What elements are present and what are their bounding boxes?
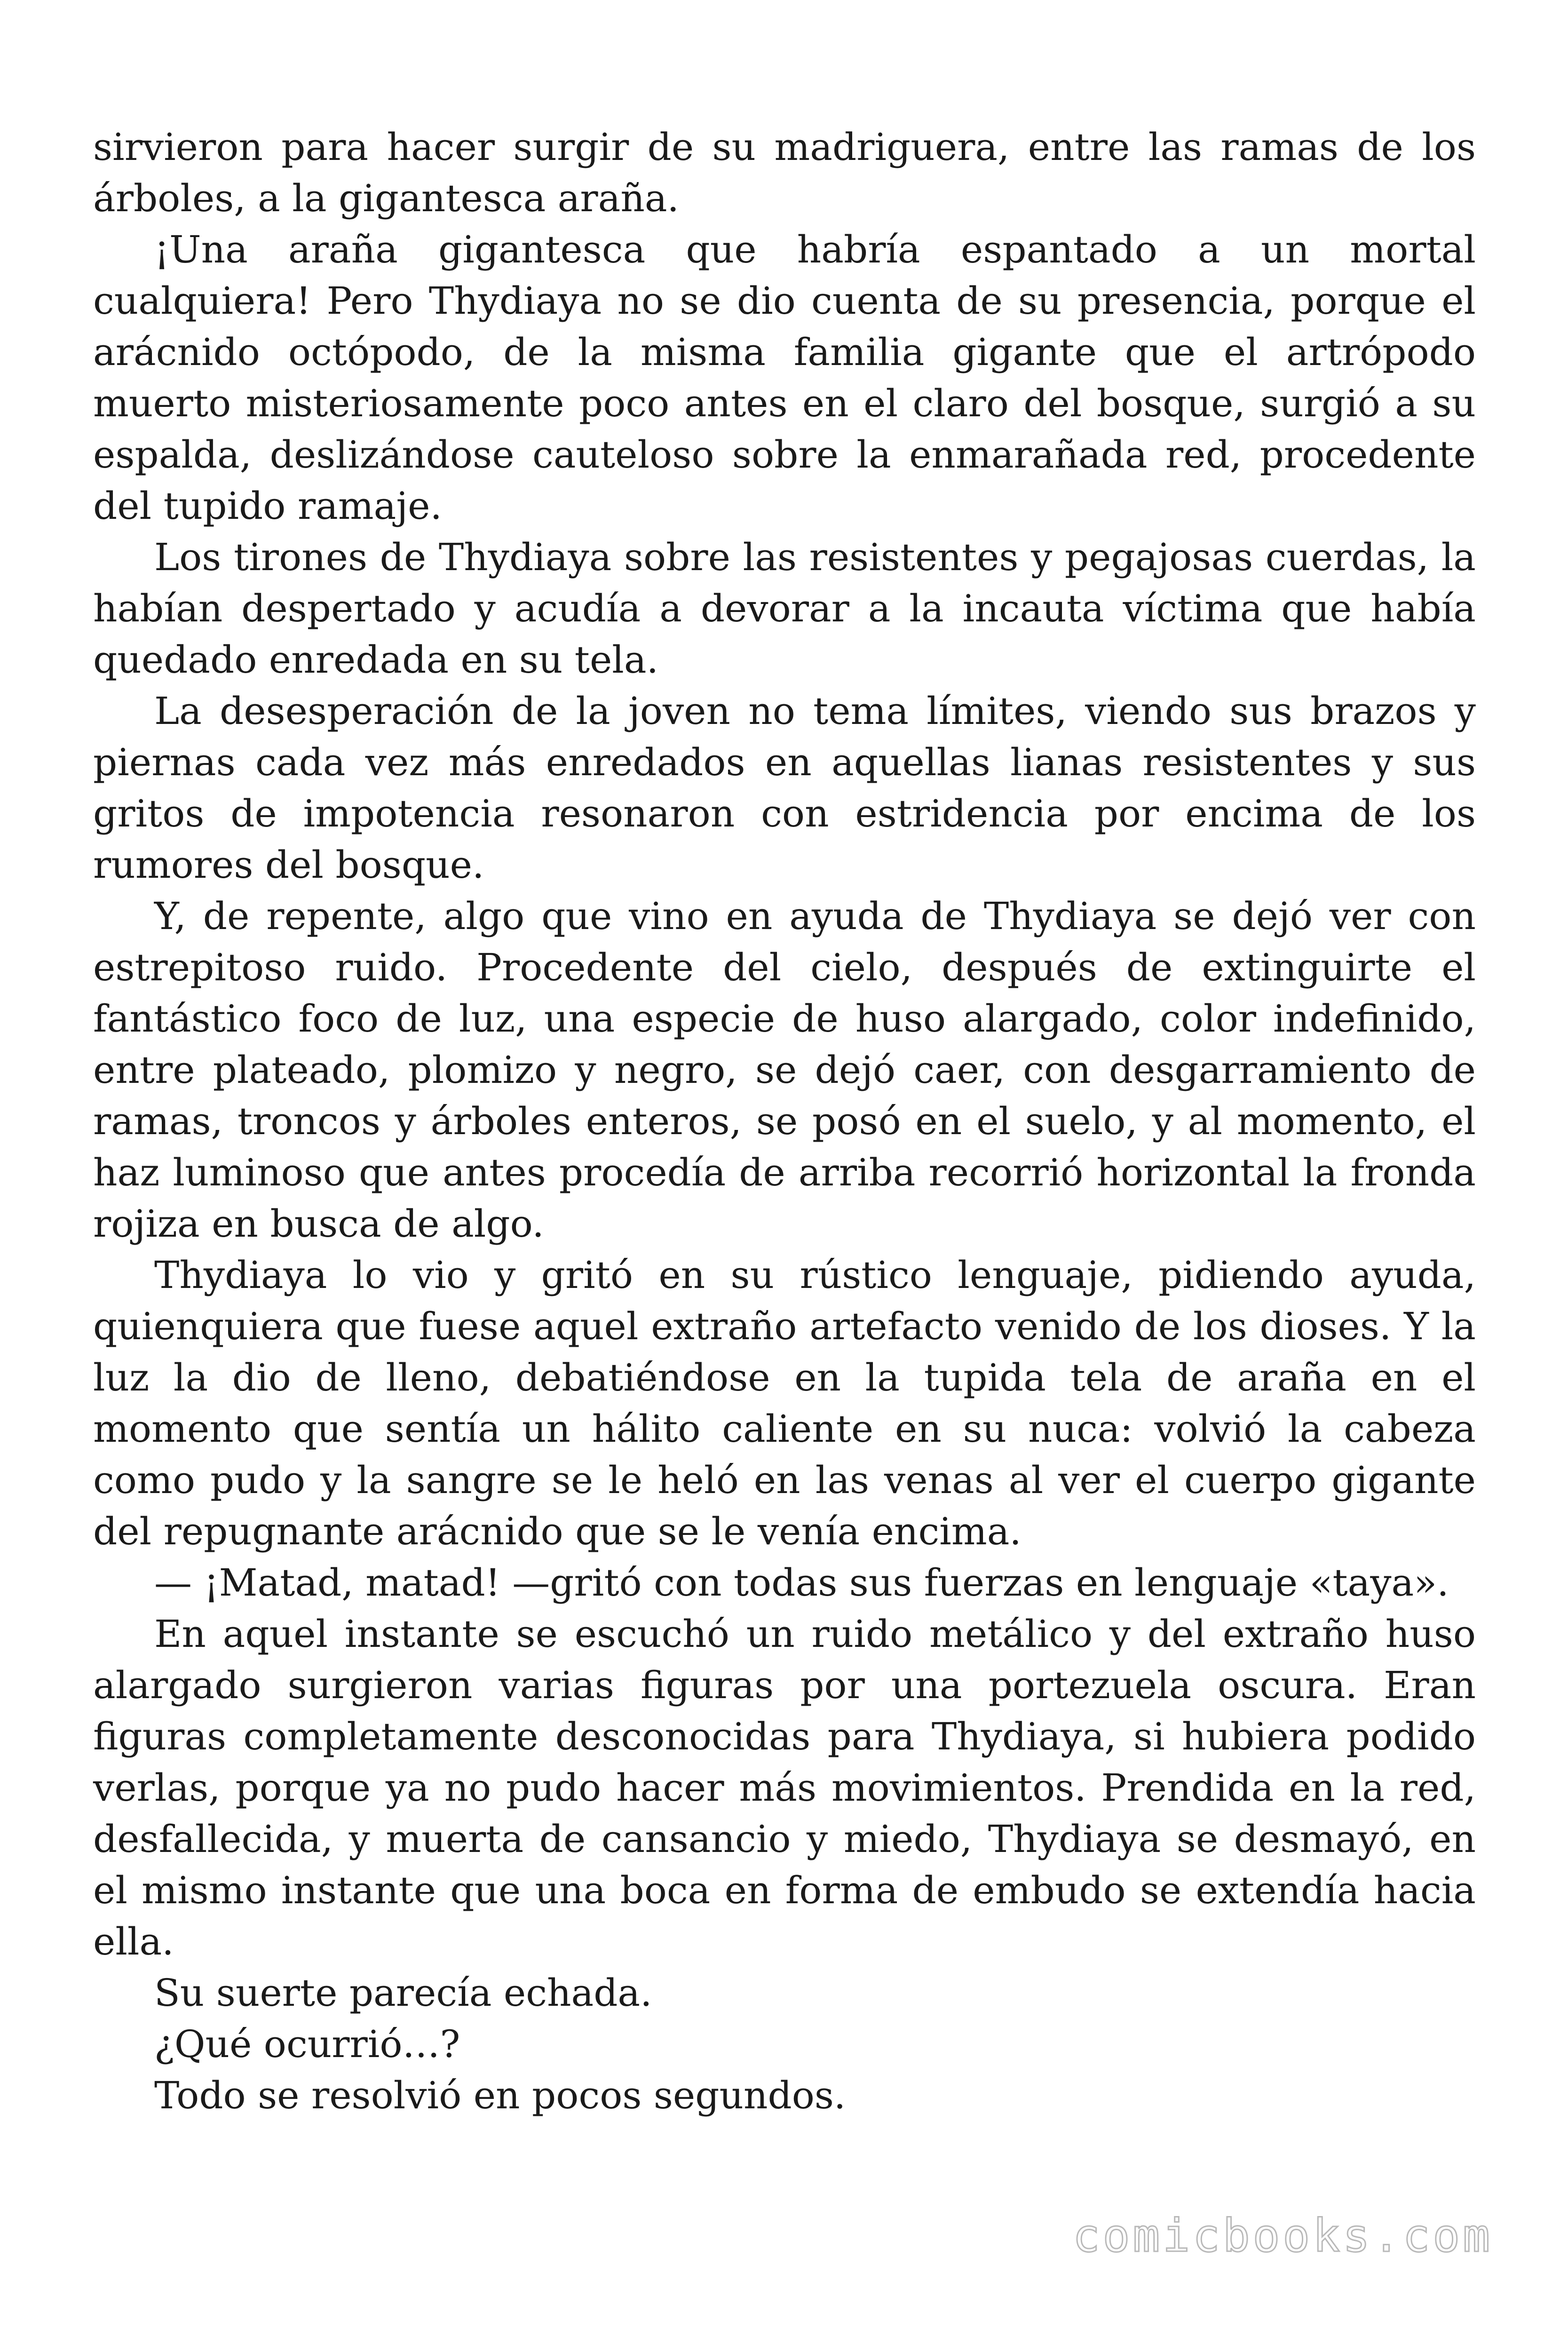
paragraph-continuation: sirvieron para hacer surgir de su madriguera, entre las ramas de los árboles, a la gigantesca araña.	[93, 125, 1476, 220]
paragraph: Su suerte parecía echada.	[154, 1971, 652, 2015]
paragraph: Los tirones de Thydiaya sobre las resistentes y pegajosas cuerdas, la habían despertado y acudía a devorar a la incauta víctima que había quedado enredada en su tela.	[93, 535, 1476, 682]
watermark-logo: comicbooks.com	[1072, 2209, 1493, 2262]
paragraph: Todo se resolvió en pocos segundos.	[154, 2074, 846, 2117]
paragraph: ¡Una araña gigantesca que habría espantado a un mortal cualquiera! Pero Thydiaya no se dio cuenta de su presencia, porque el arácnido octópodo, de la misma familia gigante que el artrópodo muerto misteriosamente poco antes en el claro del bosque, surgió a su espalda, deslizándose cauteloso sobre la enmarañada red, procedente del tupido ramaje.	[93, 228, 1476, 528]
paragraph: Y, de repente, algo que vino en ayuda de Thydiaya se dejó ver con estrepitoso ruido. Procedente del cielo, después de extinguirte el fantástico foco de luz, una especie de huso alargado, color indefinido, entre plateado, plomizo y negro, se dejó caer, con desgarramiento de ramas, troncos y árboles enteros, se posó en el suelo, y al momento, el haz luminoso que antes procedía de arriba recorrió horizontal la fronda rojiza en busca de algo.	[93, 894, 1476, 1246]
paragraph: En aquel instante se escuchó un ruido metálico y del extraño huso alargado surgieron varias figuras por una portezuela oscura. Eran figuras completamente desconocidas para Thydiaya, si hubiera podido verlas, porque ya no pudo hacer más movimientos. Prendida en la red, desfallecida, y muerta de cansancio y miedo, Thydiaya se desmayó, en el mismo instante que una boca en forma de embudo se extendía hacia ella.	[93, 1612, 1476, 1963]
book-page-text	[93, 121, 1476, 2121]
paragraph: ¿Qué ocurrió…?	[154, 2022, 460, 2066]
paragraph: Thydiaya lo vio y gritó en su rústico lenguaje, pidiendo ayuda, quienquiera que fuese aquel extraño artefacto venido de los dioses. Y la luz la dio de lleno, debatiéndose en la tupida tela de araña en el momento que sentía un hálito caliente en su nuca: volvió la cabeza como pudo y la sangre se le heló en las venas al ver el cuerpo gigante del repugnante arácnido que se le venía encima.	[93, 1253, 1476, 1553]
dialogue-line: — ¡Matad, matad! —gritó con todas sus fuerzas en lenguaje «taya».	[154, 1561, 1449, 1605]
paragraph: La desesperación de la joven no tema límites, viendo sus brazos y piernas cada vez más enredados en aquellas lianas resistentes y sus gritos de impotencia resonaron con estridencia por encima de los rumores del bosque.	[93, 689, 1476, 887]
